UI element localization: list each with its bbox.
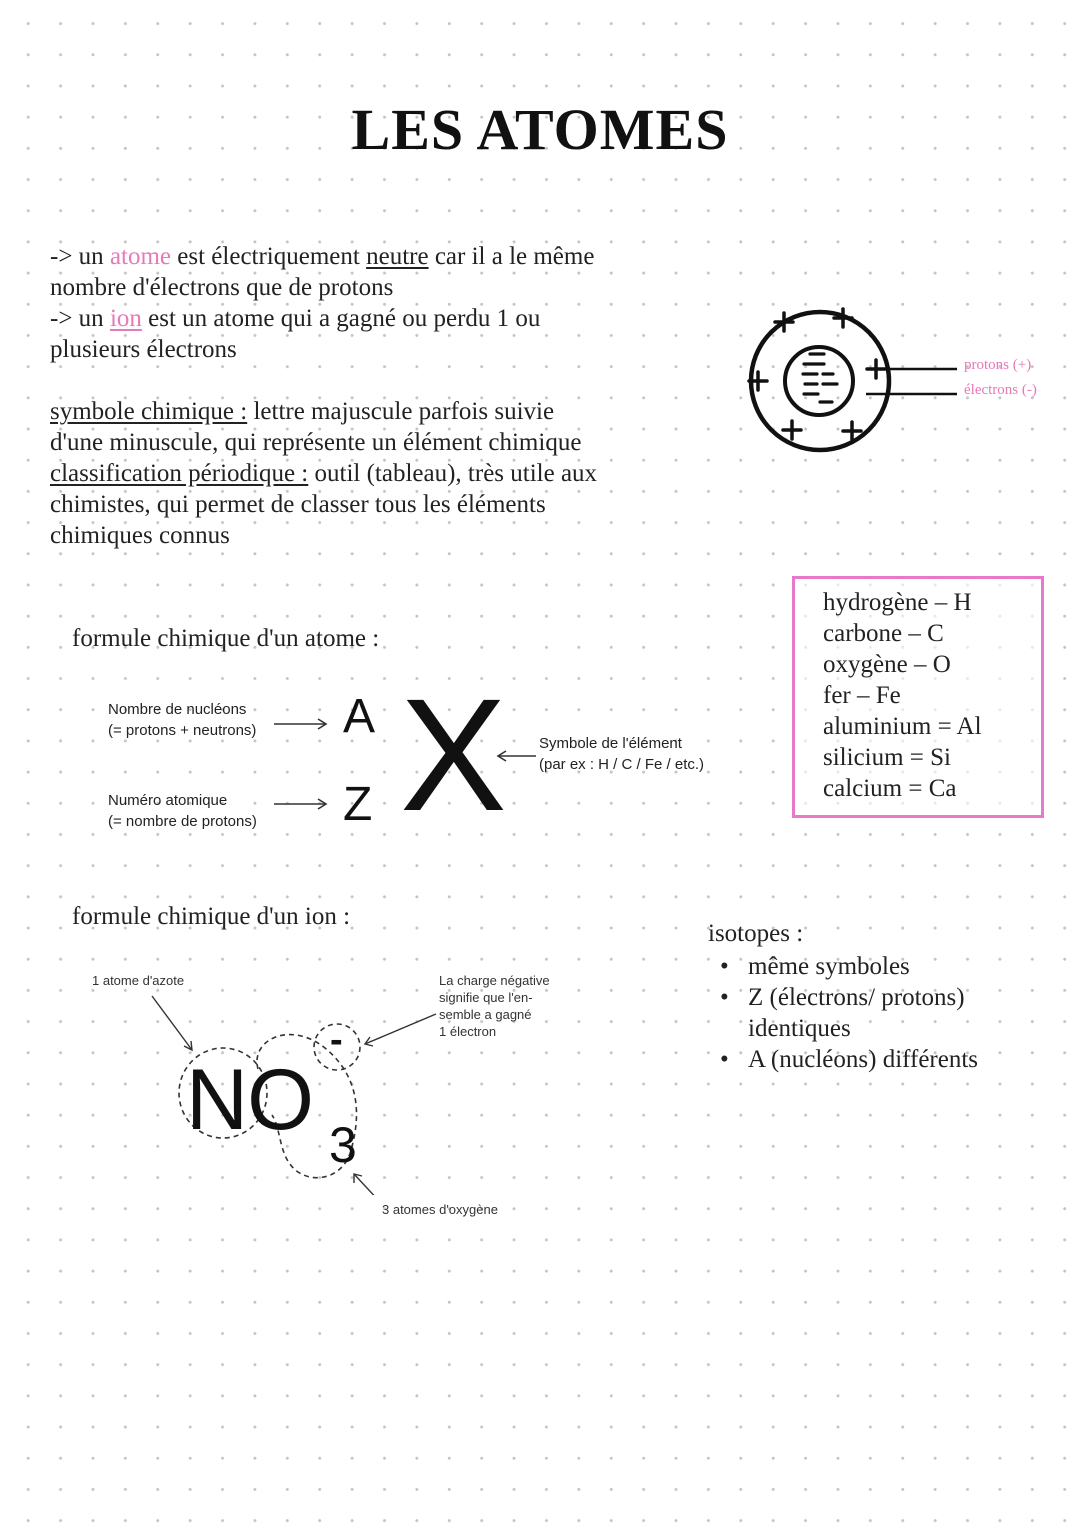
element-arrow [494, 740, 544, 770]
element-item: carbone – C [823, 620, 944, 647]
text: -> un [50, 305, 110, 332]
element-line-2: (par ex : H / C / Fe / etc.) [539, 756, 705, 773]
isotope-item [710, 951, 1050, 982]
def-line-5: chimiques connus [50, 522, 230, 549]
term-symbole-chimique: symbole chimique : [50, 398, 248, 425]
def-line-4: chimistes, qui permet de classer tous les éléments [50, 491, 546, 518]
def-line-3 [50, 458, 597, 489]
isotope-text: même symboles [748, 953, 910, 980]
element-item: silicium = Si [823, 744, 952, 771]
electrons-label: électrons (-) [964, 382, 1037, 398]
elements-list [823, 587, 982, 804]
ion-formula-heading: formule chimique d'un ion : [72, 903, 351, 930]
bullet-icon: • [720, 984, 729, 1011]
intro-line-3 [50, 303, 594, 334]
isotopes-heading: isotopes : [708, 920, 804, 947]
charge-line-3: semble a gagné [439, 1007, 532, 1022]
isotope-item [710, 982, 1050, 1044]
page-title: LES ATOMES [351, 97, 729, 162]
charge-line-2: signifie que l'en- [439, 990, 533, 1005]
isotope-text: A (nucléons) différents [748, 1046, 979, 1073]
element-item: hydrogène – H [823, 589, 972, 616]
intro-paragraph [50, 241, 594, 365]
text: car il a le même [428, 243, 595, 270]
bullet-icon: • [720, 1046, 729, 1073]
intro-line-2: nombre d'électrons que de protons [50, 274, 394, 301]
atom-diagram [720, 285, 1070, 475]
atomic-line-2: (= nombre de protons) [108, 813, 257, 830]
atom-formula-heading: formule chimique d'un atome : [72, 625, 380, 652]
atomic-line-1: Numéro atomique [108, 792, 228, 809]
def-line-1 [50, 396, 597, 427]
atomic-number-Z: Z [343, 778, 373, 831]
atom-nucleus [785, 347, 853, 415]
isotopes-list [710, 951, 1050, 1075]
isotope-text: Z (électrons/ protons) identiques [748, 984, 965, 1042]
text: est électriquement [171, 243, 367, 270]
charge-line-4: 1 électron [439, 1024, 497, 1039]
charge-label [439, 972, 550, 1040]
bullet-icon: • [720, 953, 729, 980]
atomic-number-label [108, 790, 257, 832]
element-item: oxygène – O [823, 651, 951, 678]
text: outil (tableau), très utile aux [308, 460, 598, 487]
term-ion: ion [109, 305, 142, 332]
atom-formula-arrows [270, 705, 340, 815]
ion-charge-sign: - [330, 1019, 343, 1061]
element-item: calcium = Ca [823, 775, 957, 802]
def-line-2: d'une minuscule, qui représente un élément chimique [50, 429, 582, 456]
charge-line-1: La charge négative [439, 973, 550, 988]
element-line-1: Symbole de l'élément [539, 735, 682, 752]
element-item: fer – Fe [823, 682, 901, 709]
intro-line-4: plusieurs électrons [50, 336, 237, 363]
text: lettre majuscule parfois suivie [247, 398, 555, 425]
text: -> un [50, 243, 110, 270]
nucleons-line-2: (= protons + neutrons) [108, 722, 257, 739]
nucleons-line-1: Nombre de nucléons [108, 701, 247, 718]
arrow-icon [274, 719, 326, 809]
nucleons-label [108, 699, 256, 741]
term-classification: classification périodique : [50, 460, 309, 487]
isotope-item [710, 1044, 1050, 1075]
arrow-icon [498, 751, 536, 761]
element-symbol-label [539, 733, 704, 775]
oxygen-label: 3 atomes d'oxygène [382, 1202, 498, 1217]
term-atome: atome [109, 243, 172, 270]
azote-label: 1 atome d'azote [92, 973, 185, 988]
mass-number-A: A [343, 690, 376, 743]
ion-formula-NO: NO [186, 1052, 313, 1148]
intro-line-1 [50, 241, 594, 272]
nucleus-minus-signs [803, 354, 837, 402]
atom-outer-shell [751, 312, 889, 450]
elements-box [792, 576, 1044, 818]
definitions-paragraph [50, 396, 597, 551]
term-neutre: neutre [366, 243, 429, 270]
protons-label: protons (+) [964, 357, 1032, 373]
element-symbol-X: X [400, 665, 507, 844]
element-item: aluminium = Al [823, 713, 982, 740]
text: est un atome qui a gagné ou perdu 1 ou [141, 305, 541, 332]
ion-formula-subscript: 3 [329, 1117, 357, 1173]
